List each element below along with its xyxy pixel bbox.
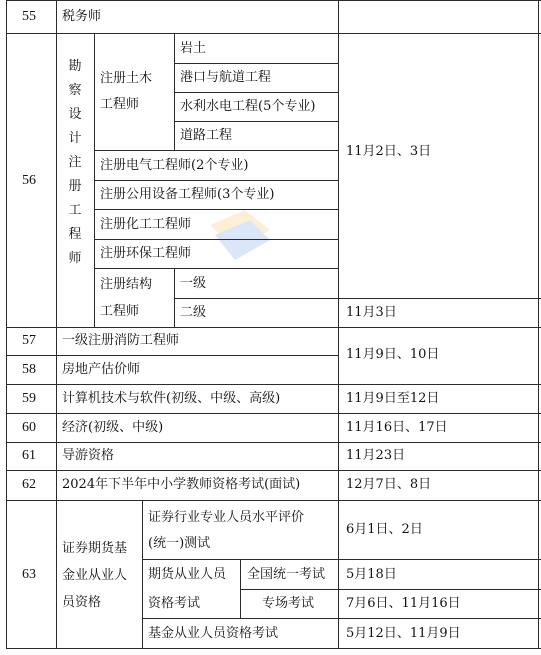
row-number: 56	[22, 173, 36, 188]
exam-name: 导游资格	[62, 448, 115, 463]
securities-test-line2: (统一)测试	[148, 536, 211, 551]
exam-date: 11月2日、3日	[346, 144, 432, 159]
chemical-engineer: 注册化工工程师	[100, 217, 192, 232]
row-number: 58	[22, 362, 36, 377]
civil-sub-road: 道路工程	[180, 128, 233, 143]
environmental-engineer: 注册环保工程师	[100, 246, 192, 261]
exam-name: 一级注册消防工程师	[62, 333, 180, 348]
utilities-engineer: 注册公用设备工程师(3个专业)	[100, 187, 275, 202]
exam-name: 2024年下半年中小学教师资格考试(面试)	[62, 477, 301, 492]
exam-date: 11月9日至12日	[346, 391, 440, 406]
row-number: 62	[22, 477, 36, 492]
exam-date: 7月6日、11月16日	[346, 596, 461, 611]
structural-level1: 一级	[180, 276, 207, 291]
exam-date: 11月3日	[346, 305, 397, 320]
exam-date: 11月23日	[346, 448, 406, 463]
civil-sub-hydro: 水利水电工程(5个专业)	[180, 99, 316, 114]
exam-date: 5月12日、11月9日	[346, 626, 461, 641]
row-number: 61	[22, 448, 36, 463]
exam-name: 房地产估价师	[62, 362, 141, 377]
civil-label-line1: 注册土木	[100, 71, 153, 86]
row-number: 55	[22, 9, 36, 24]
exam-date: 5月18日	[346, 567, 397, 582]
civil-sub-port: 港口与航道工程	[180, 70, 272, 85]
exam-group-label: 勘察设计注册工程师	[68, 59, 82, 266]
futures-onsite-exam: 专场考试	[262, 596, 315, 611]
group-label-line2: 金业从业人	[62, 568, 128, 583]
structural-label-line2: 工程师	[100, 304, 140, 319]
futures-national-exam: 全国统一考试	[247, 567, 326, 582]
securities-test-line1: 证券行业专业人员水平评价	[148, 510, 305, 525]
row-number: 60	[22, 420, 36, 435]
exam-date: 11月16日、17日	[346, 420, 448, 435]
futures-label-line1: 期货从业人员	[148, 567, 227, 582]
watermark-logo	[205, 205, 275, 265]
fund-exam: 基金从业人员资格考试	[148, 626, 279, 641]
civil-sub-geotech: 岩土	[180, 41, 207, 56]
structural-label-line1: 注册结构	[100, 277, 153, 292]
structural-level2: 二级	[180, 305, 207, 320]
exam-date: 12月7日、8日	[346, 477, 432, 492]
electrical-engineer: 注册电气工程师(2个专业)	[100, 158, 249, 173]
futures-label-line2: 资格考试	[148, 596, 201, 611]
exam-name: 税务师	[62, 9, 102, 24]
exam-name: 经济(初级、中级)	[62, 420, 164, 435]
row-number: 59	[22, 391, 36, 406]
exam-date: 11月9日、10日	[346, 347, 440, 362]
row-number: 57	[22, 333, 36, 348]
exam-name: 计算机技术与软件(初级、中级、高级)	[62, 391, 281, 406]
group-label-line1: 证券期货基	[62, 541, 128, 556]
civil-label-line2: 工程师	[100, 97, 140, 112]
row-number: 63	[22, 567, 36, 582]
exam-date: 6月1日、2日	[346, 522, 423, 537]
group-label-line3: 员资格	[62, 595, 102, 610]
